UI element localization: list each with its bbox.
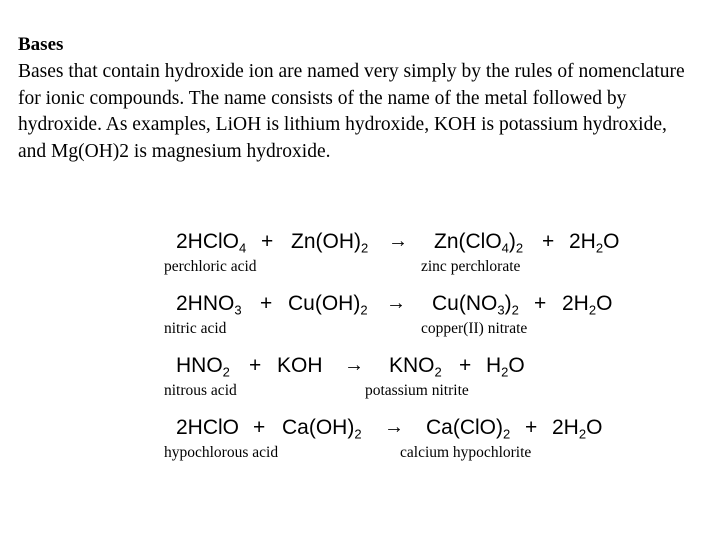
equation-row (160, 412, 630, 474)
reaction-arrow: → (388, 230, 408, 252)
plus-sign: + (534, 292, 547, 315)
reactant-base: $Cu(OH)_2$ (288, 292, 368, 318)
salt-name: potassium nitrite (365, 382, 469, 399)
equation-row (160, 350, 630, 412)
product-water: $2H_2O$ (569, 230, 620, 256)
reaction-arrow: → (344, 354, 364, 376)
plus-sign: + (253, 416, 266, 439)
product-salt: $Zn(ClO_4)_2$ (434, 230, 524, 256)
slide-heading: Bases (18, 34, 64, 55)
product-water: $2H_2O$ (552, 416, 603, 442)
acid-name: nitrous acid (164, 382, 237, 399)
plus-sign: + (542, 230, 555, 253)
acid-name: nitric acid (164, 320, 227, 337)
plus-sign: + (525, 416, 538, 439)
product-salt: $Ca(ClO)_2$ (426, 416, 511, 442)
equation-row (160, 226, 630, 288)
reactant-base: $Ca(OH)_2$ (282, 416, 362, 442)
plus-sign: + (261, 230, 274, 253)
reaction-arrow: → (384, 416, 404, 438)
reactant-acid: $HNO_2$ (176, 354, 230, 380)
acid-name: perchloric acid (164, 258, 257, 275)
equations-block (160, 226, 630, 474)
product-water: $H_2O$ (486, 354, 525, 380)
equation-row (160, 288, 630, 350)
slide-paragraph: Bases that contain hydroxide ion are named very simply by the rules of nomenclature for ionic compounds. The name consists of the name of the metal followed by hydroxide. As examples, LiOH is lithium hydroxide, KOH is potassium hydroxide, and Mg(OH)2 is magnesium hydroxide. (18, 61, 685, 162)
reactant-base: KOH (277, 354, 323, 377)
product-salt: $KNO_2$ (389, 354, 442, 380)
reactant-acid: 2HClO (176, 416, 240, 439)
reactant-acid: 2HClO$_4$ (176, 230, 247, 256)
plus-sign: + (260, 292, 273, 315)
salt-name: calcium hypochlorite (400, 444, 532, 461)
product-salt: $Cu(NO_3)_2$ (432, 292, 519, 318)
acid-name: hypochlorous acid (164, 444, 279, 461)
reaction-arrow: → (386, 292, 406, 314)
plus-sign: + (459, 354, 472, 377)
reactant-base: $Zn(OH)_2$ (291, 230, 369, 256)
salt-name: copper(II) nitrate (421, 320, 528, 337)
reactant-acid: $2HNO_3$ (176, 292, 242, 318)
plus-sign: + (249, 354, 262, 377)
product-water: $2H_2O$ (562, 292, 613, 318)
salt-name: zinc perchlorate (421, 258, 521, 275)
